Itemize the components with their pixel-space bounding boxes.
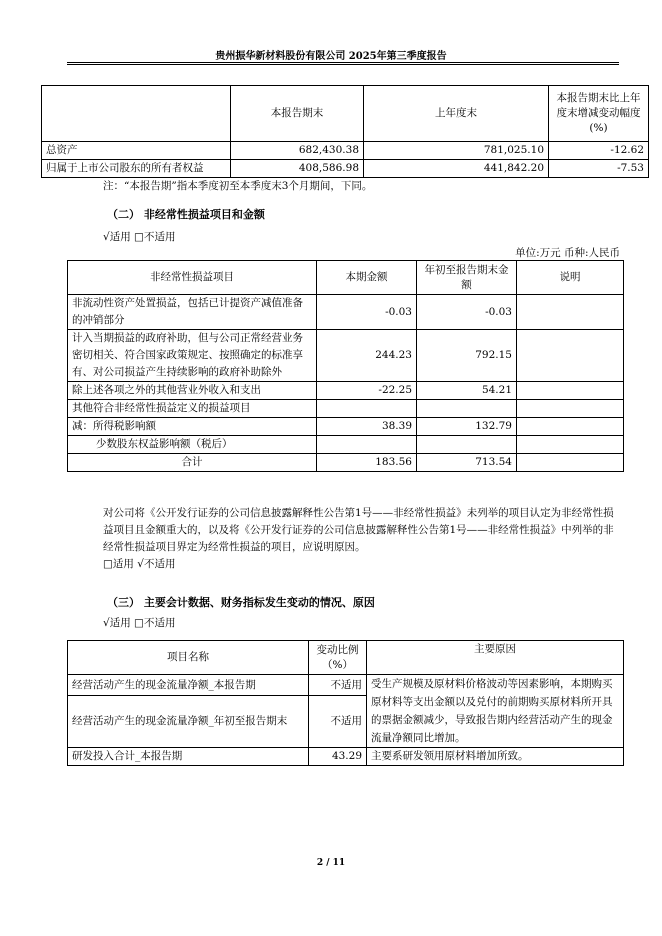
table-cell: 主要系研发领用原材料增加所致。 bbox=[367, 748, 624, 766]
table-cell: 少数股东权益影响额（税后） bbox=[68, 436, 317, 454]
table-cell bbox=[317, 400, 417, 418]
table-cell: 54.21 bbox=[417, 382, 517, 400]
table-cell: 其他符合非经常性损益定义的损益项目 bbox=[68, 400, 317, 418]
section-title: （三） 主要会计数据、财务指标发生变动的情况、原因 bbox=[107, 596, 375, 609]
non-recurring-gains-table bbox=[67, 260, 624, 472]
table-header-cell: 项目名称 bbox=[68, 641, 309, 675]
balance-summary-table bbox=[41, 85, 649, 178]
table-cell: 合计 bbox=[68, 454, 317, 472]
table-row bbox=[68, 675, 624, 696]
table-cell bbox=[417, 400, 517, 418]
table-row bbox=[68, 295, 624, 330]
applicability-checkbox: √适用 □不适用 bbox=[103, 231, 176, 243]
table-cell bbox=[517, 382, 624, 400]
table-cell: 441,842.20 bbox=[364, 160, 549, 178]
table-cell: 受生产规模及原材料价格波动等因素影响，本期购买原材料等支出金额以及兑付的前期购买原材料所开具的票据金额减少，导致报告期内经营活动产生的现金流量净额同比增加。 bbox=[367, 675, 624, 748]
table-cell: 总资产 bbox=[42, 142, 231, 160]
table-cell: 不适用 bbox=[309, 696, 367, 748]
unit-label: 单位:万元 币种:人民币 bbox=[515, 247, 620, 259]
table-cell bbox=[517, 436, 624, 454]
table-cell: 244.23 bbox=[317, 330, 417, 382]
table-header-cell: 年初至报告期末金额 bbox=[417, 261, 517, 295]
page-header-title: 贵州振华新材料股份有限公司 2025年第三季度报告 bbox=[215, 51, 447, 62]
table-cell bbox=[517, 295, 624, 330]
applicability-checkbox-2: □适用 √不适用 bbox=[103, 558, 176, 570]
table-cell: 研发投入合计_本报告期 bbox=[68, 748, 309, 766]
table-cell: 归属于上市公司股东的所有者权益 bbox=[42, 160, 231, 178]
table-row bbox=[68, 382, 624, 400]
table-header-row bbox=[68, 261, 624, 295]
section-title: （二） 非经常性损益项目和金额 bbox=[107, 208, 265, 221]
table-cell: -0.03 bbox=[417, 295, 517, 330]
table-header-cell: 本报告期末 bbox=[231, 86, 364, 142]
table-cell: 43.29 bbox=[309, 748, 367, 766]
table-cell: 682,430.38 bbox=[231, 142, 364, 160]
change-reasons-table bbox=[67, 640, 624, 766]
table-cell bbox=[517, 400, 624, 418]
table-cell: 除上述各项之外的其他营业外收入和支出 bbox=[68, 382, 317, 400]
table-cell: 132.79 bbox=[417, 418, 517, 436]
table-cell: 713.54 bbox=[417, 454, 517, 472]
page-number: 2 / 11 bbox=[316, 858, 346, 868]
table-cell: 792.15 bbox=[417, 330, 517, 382]
table-header-cell: 主要原因 bbox=[367, 641, 624, 675]
table-row bbox=[68, 330, 624, 382]
table-cell bbox=[317, 436, 417, 454]
header-rule-thin bbox=[67, 64, 619, 65]
table-total-row bbox=[68, 454, 624, 472]
table-cell: 408,586.98 bbox=[231, 160, 364, 178]
table-cell bbox=[517, 454, 624, 472]
table-cell: 经营活动产生的现金流量净额_本报告期 bbox=[68, 675, 309, 696]
table-row bbox=[68, 436, 624, 454]
table-header-cell bbox=[42, 86, 231, 142]
table-cell: 38.39 bbox=[317, 418, 417, 436]
table-header-cell: 非经常性损益项目 bbox=[68, 261, 317, 295]
table-header-row bbox=[68, 641, 624, 675]
header-rule bbox=[67, 62, 619, 63]
table-header-cell: 变动比例（%） bbox=[309, 641, 367, 675]
note-text: 注：“本报告期”指本季度初至本季度末3个月期间，下同。 bbox=[103, 180, 373, 192]
table-cell: 计入当期损益的政府补助，但与公司正常经营业务密切相关、符合国家政策规定、按照确定的标准享有、对公司损益产生持续影响的政府补助除外 bbox=[68, 330, 317, 382]
table-row bbox=[68, 748, 624, 766]
table-row bbox=[42, 160, 649, 178]
table-header-cell: 本报告期末比上年度末增减变动幅度(%) bbox=[549, 86, 649, 142]
applicability-checkbox: √适用 □不适用 bbox=[103, 617, 176, 629]
table-row bbox=[68, 418, 624, 436]
table-cell: 减：所得税影响额 bbox=[68, 418, 317, 436]
table-row bbox=[42, 142, 649, 160]
table-cell: 非流动性资产处置损益，包括已计提资产减值准备的冲销部分 bbox=[68, 295, 317, 330]
table-cell: -22.25 bbox=[317, 382, 417, 400]
table-cell: 不适用 bbox=[309, 675, 367, 696]
table-row bbox=[68, 400, 624, 418]
table-header-row bbox=[42, 86, 649, 142]
table-cell bbox=[417, 436, 517, 454]
table-header-cell: 本期金额 bbox=[317, 261, 417, 295]
table-cell: -7.53 bbox=[549, 160, 649, 178]
table-cell: 183.56 bbox=[317, 454, 417, 472]
table-header-cell: 说明 bbox=[517, 261, 624, 295]
table-cell: 781,025.10 bbox=[364, 142, 549, 160]
table-header-cell: 上年度末 bbox=[364, 86, 549, 142]
explanation-paragraph: 对公司将《公开发行证券的公司信息披露解释性公告第1号——非经常性损益》未列举的项目认定为非经常性损益项目且金额重大的，以及将《公开发行证券的公司信息披露解释性公告第1号——非经常性损益》中列举的非经常性损益项目界定为经常性损益的项目，应说明原因。 bbox=[103, 507, 614, 553]
table-cell: -12.62 bbox=[549, 142, 649, 160]
table-cell bbox=[517, 330, 624, 382]
table-cell: 经营活动产生的现金流量净额_年初至报告期末 bbox=[68, 696, 309, 748]
table-cell bbox=[517, 418, 624, 436]
table-cell: -0.03 bbox=[317, 295, 417, 330]
